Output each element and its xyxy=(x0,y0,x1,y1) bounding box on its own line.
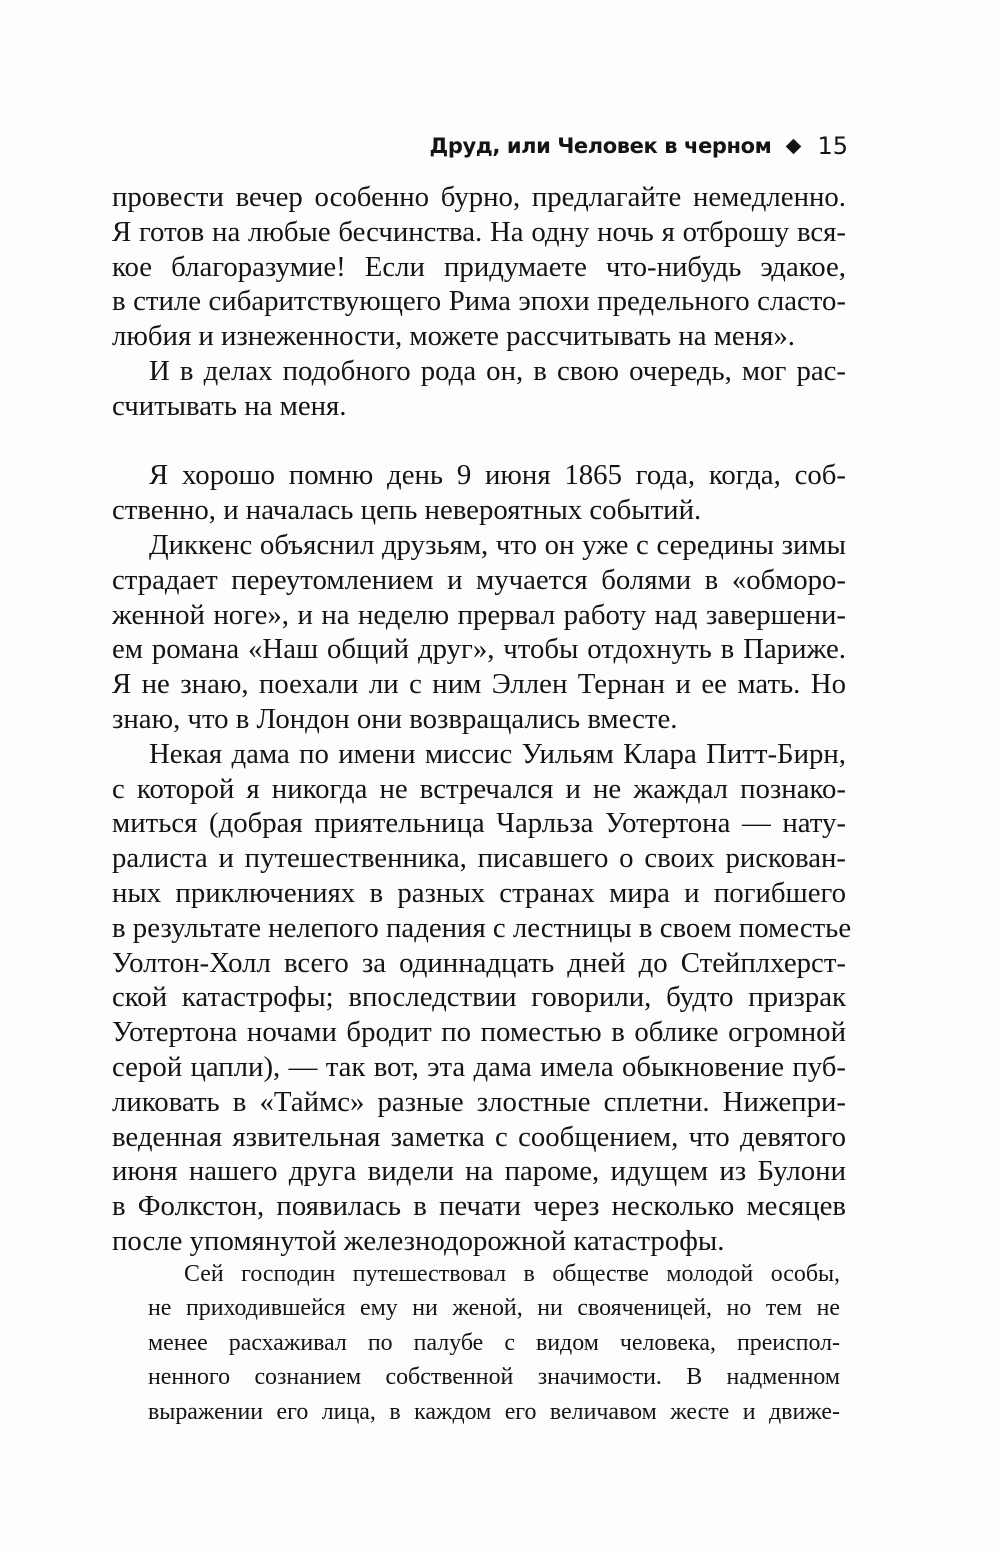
diamond-icon xyxy=(786,138,802,154)
text-line: страдает переутомлением и мучается болями в «обморо- xyxy=(112,563,846,596)
paragraph xyxy=(112,180,846,354)
page-number: 15 xyxy=(817,132,848,160)
text-line: женной ноге», и на неделю прервал работу над завершени- xyxy=(112,598,846,631)
text-line: Я готов на любые бесчинства. На одну ночь я отброшу вся- xyxy=(112,215,846,248)
text-line: июня нашего друга видели на пароме, идущем из Булони xyxy=(112,1155,846,1188)
running-head-title: Друд, или Человек в черном xyxy=(429,134,772,158)
text-line: серой цапли), — так вот, эта дама имела обыкновение пуб- xyxy=(112,1050,846,1083)
text-line: Я хорошо помню день 9 июня 1865 года, когда, соб- xyxy=(149,459,846,492)
paragraph xyxy=(112,528,846,737)
text-line: провести вечер особенно бурно, предлагайте немедленно. xyxy=(112,181,846,213)
text-line: Некая дама по имени миссис Уильям Клара Питт-Бирн, xyxy=(149,737,846,770)
text-line: кое благоразумие! Если придумаете что-нибудь эдакое, xyxy=(112,250,846,283)
text-line: в стиле сибаритствующего Рима эпохи предельного сласто- xyxy=(112,285,846,318)
paragraph xyxy=(112,354,846,424)
text-line: ных приключениях в разных странах мира и погибшего xyxy=(112,876,846,909)
block-quote xyxy=(148,1257,840,1429)
text-line: в Фолкстон, появилась в печати через несколько месяцев xyxy=(112,1190,846,1223)
text-line: ской катастрофы; впоследствии говорили, будто призрак xyxy=(112,981,846,1014)
text-line: Уолтон-Холл всего за одиннадцать дней до Стейплхерст- xyxy=(112,946,846,979)
text-line: ем романа «Наш общий друг», чтобы отдохнуть в Париже. xyxy=(112,633,846,666)
quote-line: Сей господин путешествовал в обществе молодой особы, xyxy=(184,1261,840,1287)
text-line: Диккенс объяснил друзьям, что он уже с середины зимы xyxy=(149,528,846,561)
text-line: любия и изнеженности, можете рассчитывать на меня». xyxy=(112,320,795,353)
text-line: веденная язвительная заметка с сообщением, что девятого xyxy=(112,1120,846,1153)
text-line: после упомянутой железнодорожной катастрофы. xyxy=(112,1224,725,1257)
running-head xyxy=(112,128,848,164)
text-line: с которой я никогда не встречался и не жаждал познако- xyxy=(112,772,846,805)
text-line: считывать на меня. xyxy=(112,389,347,422)
quote-line: не приходившейся ему ни женой, ни свояченицей, но тем не xyxy=(148,1295,840,1322)
paragraph xyxy=(112,458,846,528)
quote-line: менее расхаживал по палубе с видом человека, преиспол- xyxy=(148,1329,840,1356)
text-line: Я не знаю, поехали ли с ним Эллен Тернан и ее мать. Но xyxy=(112,668,846,701)
text-line: ственно, и началась цепь невероятных событий. xyxy=(112,494,702,527)
paragraph xyxy=(112,737,852,1259)
quote-line: выражении его лица, в каждом его величавом жесте и движе- xyxy=(148,1398,840,1425)
text-line: миться (добрая приятельница Чарльза Уотертона — нату- xyxy=(112,807,846,840)
body-text xyxy=(112,180,852,1259)
text-line: Уотертона ночами бродит по поместью в облике огромной xyxy=(112,1016,846,1049)
section-break xyxy=(112,424,846,459)
text-line: в результате нелепого падения с лестницы в своем поместье xyxy=(112,911,852,944)
text-line: ралиста и путешественника, писавшего о своих рискован- xyxy=(112,842,846,875)
text-line: знаю, что в Лондон они возвращались вместе. xyxy=(112,702,678,735)
text-line: ликовать в «Таймс» разные злостные сплетни. Нижепри- xyxy=(112,1085,846,1118)
quote-line: ненного сознанием собственной значимости. В надменном xyxy=(148,1364,840,1391)
text-line: И в делах подобного рода он, в свою очередь, мог рас- xyxy=(149,354,846,387)
